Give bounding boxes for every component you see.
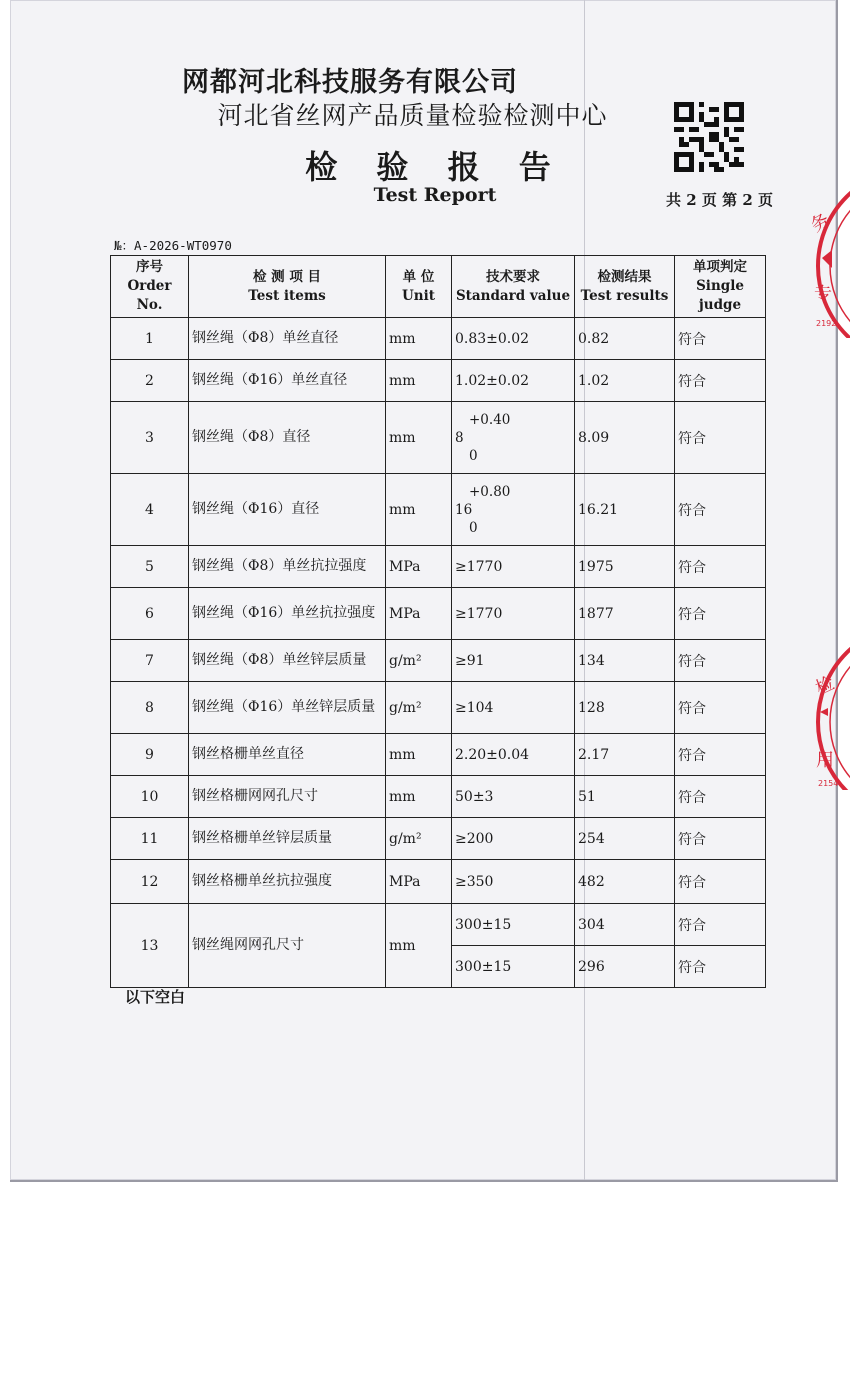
order-no: 9 — [111, 734, 189, 776]
judgement: 符合 — [675, 860, 766, 904]
test-result: 128 — [575, 682, 675, 734]
test-result: 482 — [575, 860, 675, 904]
company-name: 网都河北科技服务有限公司 — [182, 67, 518, 98]
table-row — [111, 474, 766, 546]
order-no: 13 — [111, 904, 189, 988]
unit: mm — [386, 904, 452, 988]
svg-text:专: 专 — [814, 284, 832, 305]
col-header-item: 检 测 项 目 Test items — [189, 256, 386, 318]
standard-value-tolerance — [452, 402, 575, 474]
table-row — [111, 818, 766, 860]
order-no: 11 — [111, 818, 189, 860]
report-number: №：A-2026-WT0970 — [114, 238, 232, 253]
order-no: 7 — [111, 640, 189, 682]
judgement: 符合 — [675, 546, 766, 588]
test-result: 1877 — [575, 588, 675, 640]
standard-value: ≥350 — [452, 860, 575, 904]
judgement: 符合 — [675, 588, 766, 640]
unit: mm — [386, 318, 452, 360]
col-header-standard: 技术要求 Standard value — [452, 256, 575, 318]
svg-text:2154: 2154 — [818, 779, 839, 788]
standard-value: 300±15 — [452, 946, 575, 988]
svg-text:务: 务 — [807, 209, 834, 237]
test-item: 钢丝绳（Φ8）单丝直径 — [189, 318, 386, 360]
test-item: 钢丝格栅单丝抗拉强度 — [189, 860, 386, 904]
judgement: 符合 — [675, 318, 766, 360]
col-header-judge: 单项判定 Single judge — [675, 256, 766, 318]
standard-value: 0.83±0.02 — [452, 318, 575, 360]
nominal-value: 8 — [455, 429, 464, 446]
table-row — [111, 904, 766, 946]
inspection-center-name: 河北省丝网产品质量检验检测中心 — [217, 101, 608, 130]
order-no: 10 — [111, 776, 189, 818]
nominal-value: 16 — [455, 501, 473, 518]
table-row — [111, 402, 766, 474]
judgement: 符合 — [675, 946, 766, 988]
test-result: 1.02 — [575, 360, 675, 402]
col-header-order: 序号 Order No. — [111, 256, 189, 318]
order-no: 4 — [111, 474, 189, 546]
standard-value: ≥104 — [452, 682, 575, 734]
judgement: 符合 — [675, 682, 766, 734]
test-item: 钢丝格栅网网孔尺寸 — [189, 776, 386, 818]
order-no: 3 — [111, 402, 189, 474]
table-row — [111, 360, 766, 402]
judgement: 符合 — [675, 360, 766, 402]
order-no: 6 — [111, 588, 189, 640]
standard-value: ≥1770 — [452, 546, 575, 588]
svg-text:检: 检 — [812, 672, 838, 700]
judgement: 符合 — [675, 402, 766, 474]
order-no: 2 — [111, 360, 189, 402]
unit: MPa — [386, 860, 452, 904]
test-result: 8.09 — [575, 402, 675, 474]
order-no: 5 — [111, 546, 189, 588]
svg-text:用: 用 — [816, 750, 834, 771]
test-item: 钢丝绳网网孔尺寸 — [189, 904, 386, 988]
table-row — [111, 546, 766, 588]
order-no: 12 — [111, 860, 189, 904]
test-item: 钢丝绳（Φ8）直径 — [189, 402, 386, 474]
test-results-table — [110, 255, 766, 988]
red-seal-stamp-top — [806, 188, 850, 338]
test-result: 51 — [575, 776, 675, 818]
standard-value: ≥200 — [452, 818, 575, 860]
tolerance-lower: 0 — [469, 519, 478, 536]
page-number: 共 2 页 第 2 页 — [666, 191, 773, 209]
standard-value: ≥91 — [452, 640, 575, 682]
tolerance-upper: +0.40 — [469, 411, 511, 428]
unit: MPa — [386, 546, 452, 588]
test-result: 134 — [575, 640, 675, 682]
table-row — [111, 640, 766, 682]
judgement: 符合 — [675, 734, 766, 776]
order-no: 1 — [111, 318, 189, 360]
test-item: 钢丝绳（Φ16）单丝锌层质量 — [189, 682, 386, 734]
table-row — [111, 682, 766, 734]
judgement: 符合 — [675, 640, 766, 682]
red-seal-stamp-bottom — [806, 640, 850, 790]
report-title-cn: 检 验 报 告 — [305, 148, 565, 186]
standard-value-tolerance — [452, 474, 575, 546]
test-result: 16.21 — [575, 474, 675, 546]
test-item: 钢丝绳（Φ8）单丝锌层质量 — [189, 640, 386, 682]
standard-value: 1.02±0.02 — [452, 360, 575, 402]
col-header-result: 检测结果 Test results — [575, 256, 675, 318]
test-result: 0.82 — [575, 318, 675, 360]
judgement: 符合 — [675, 904, 766, 946]
table-row — [111, 776, 766, 818]
svg-text:2192: 2192 — [816, 319, 837, 328]
blank-below-note: 以下空白 — [125, 988, 186, 1006]
unit: g/m² — [386, 682, 452, 734]
test-item: 钢丝绳（Φ16）单丝抗拉强度 — [189, 588, 386, 640]
test-result: 2.17 — [575, 734, 675, 776]
unit: g/m² — [386, 818, 452, 860]
test-result: 254 — [575, 818, 675, 860]
test-result: 1975 — [575, 546, 675, 588]
judgement: 符合 — [675, 776, 766, 818]
report-title-en: Test Report — [373, 184, 497, 206]
col-header-unit: 单 位 Unit — [386, 256, 452, 318]
test-item: 钢丝绳（Φ8）单丝抗拉强度 — [189, 546, 386, 588]
judgement: 符合 — [675, 474, 766, 546]
report-page — [10, 0, 838, 1182]
test-item: 钢丝绳（Φ16）直径 — [189, 474, 386, 546]
tolerance-lower: 0 — [469, 447, 478, 464]
unit: mm — [386, 360, 452, 402]
test-item: 钢丝格栅单丝锌层质量 — [189, 818, 386, 860]
unit: g/m² — [386, 640, 452, 682]
unit: MPa — [386, 588, 452, 640]
test-item: 钢丝格栅单丝直径 — [189, 734, 386, 776]
standard-value: 2.20±0.04 — [452, 734, 575, 776]
test-result: 304 — [575, 904, 675, 946]
unit: mm — [386, 402, 452, 474]
judgement: 符合 — [675, 818, 766, 860]
test-result: 296 — [575, 946, 675, 988]
table-header-row — [111, 256, 766, 318]
unit: mm — [386, 734, 452, 776]
order-no: 8 — [111, 682, 189, 734]
table-row — [111, 860, 766, 904]
table-row — [111, 734, 766, 776]
unit: mm — [386, 474, 452, 546]
table-row — [111, 318, 766, 360]
unit: mm — [386, 776, 452, 818]
standard-value: ≥1770 — [452, 588, 575, 640]
test-item: 钢丝绳（Φ16）单丝直径 — [189, 360, 386, 402]
standard-value: 300±15 — [452, 904, 575, 946]
standard-value: 50±3 — [452, 776, 575, 818]
tolerance-upper: +0.80 — [469, 483, 511, 500]
table-row — [111, 588, 766, 640]
